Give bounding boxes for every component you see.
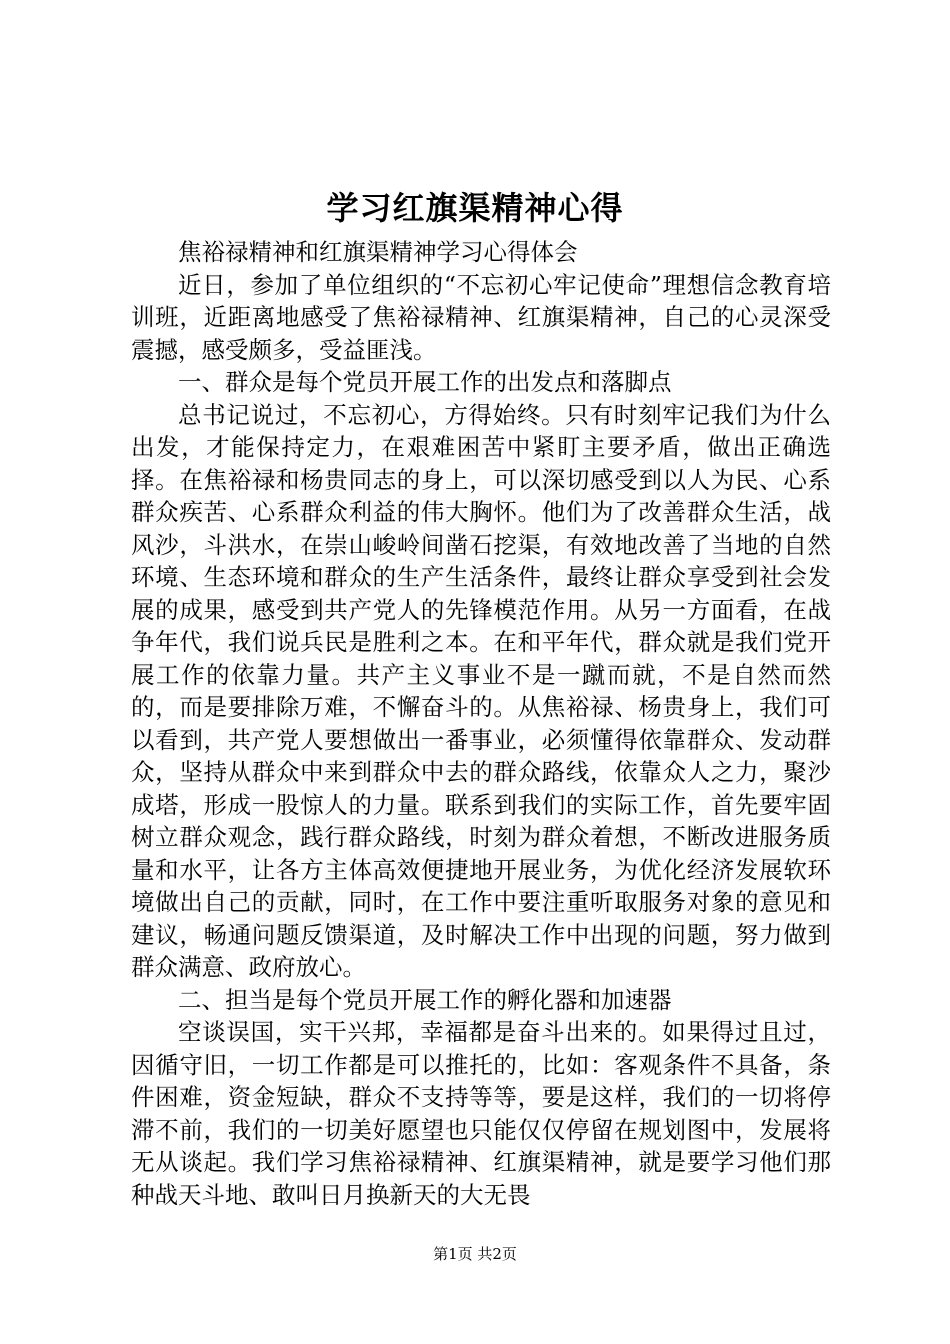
section-heading-2: 二、担当是每个党员开展工作的孵化器和加速器 — [178, 985, 672, 1014]
section-heading-1: 一、群众是每个党员开展工作的出发点和落脚点 — [178, 368, 672, 396]
section-2-paragraph: 空谈误国，实干兴邦，幸福都是奋斗出来的。如果得过且过，因循守旧，一切工作都是可以推托的，比如：客观条件不具备，条件困难，资金短缺，群众不支持等等，要是这样，我们的一切将停滞不前，我们的一切美好愿望也只能仅仅停留在规划图中，发展将无从谈起。我们学习焦裕禄精神、红旗渠精神，就是要学习他们那种战天斗地、敢叫日月换新天的大无畏 — [131, 1018, 831, 1209]
section-1-paragraph: 总书记说过，不忘初心，方得始终。只有时刻牢记我们为什么出发，才能保持定力，在艰难困苦中紧盯主要矛盾，做出正确选择。在焦裕禄和杨贵同志的身上，可以深切感受到以人为民、心系群众疾苦、心系群众利益的伟大胸怀。他们为了改善群众生活，战风沙，斗洪水，在崇山峻岭间凿石挖渠，有效地改善了当地的自然环境、生态环境和群众的生产生活条件，最终让群众享受到社会发展的成果，感受到共产党人的先锋模范作用。从另一方面看，在战争年代，我们说兵民是胜利之本。在和平年代，群众就是我们党开展工作的依靠力量。共产主义事业不是一蹴而就，不是自然而然的，而是要排除万难，不懈奋斗的。从焦裕禄、杨贵身上，我们可以看到，共产党人要想做出一番事业，必须懂得依靠群众、发动群众，坚持从群众中来到群众中去的群众路线，依靠众人之力，聚沙成塔，形成一股惊人的力量。联系到我们的实际工作，首先要牢固树立群众观念，践行群众路线，时刻为群众着想，不断改进服务质量和水平，让各方主体高效便捷地开展业务，为优化经济发展软环境做出自己的贡献，同时，在工作中要注重听取服务对象的意见和建议，畅通问题反馈渠道，及时解决工作中出现的问题，努力做到群众满意、政府放心。 — [131, 400, 831, 981]
document-body — [131, 236, 831, 1211]
intro-paragraph: 近日，参加了单位组织的“不忘初心牢记使命”理想信念教育培训班，近距离地感受了焦裕禄精神、红旗渠精神，自己的心灵深受震撼，感受颇多，受益匪浅。 — [131, 270, 831, 364]
document-title: 学习红旗渠精神心得 — [326, 189, 624, 227]
subtitle-paragraph: 焦裕禄精神和红旗渠精神学习心得体会 — [178, 238, 578, 266]
page-number-footer: 第1页 共2页 — [433, 1245, 517, 1263]
